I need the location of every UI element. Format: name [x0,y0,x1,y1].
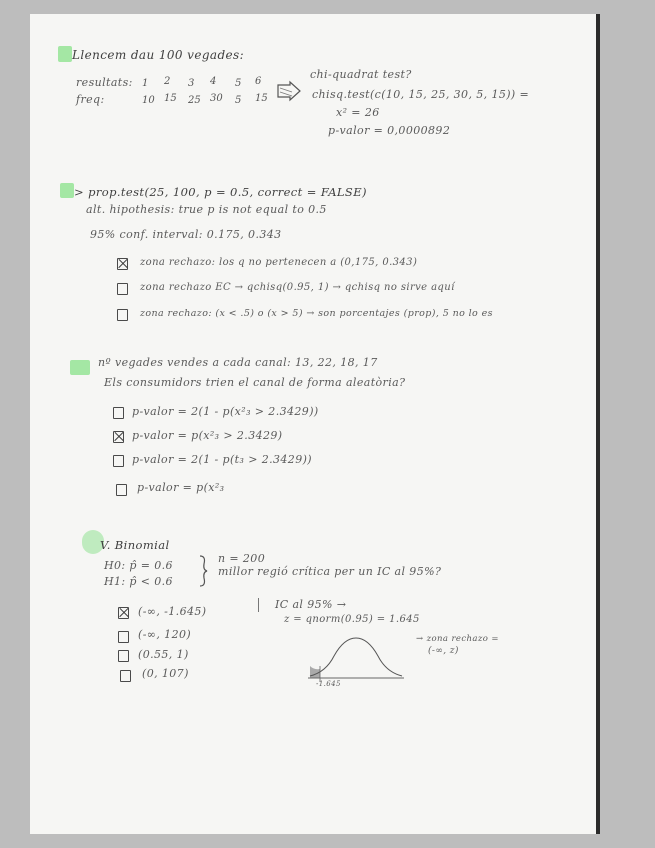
q1-pvalue: p-valor = 0,0000892 [328,124,451,137]
q3-option-2-text: p-valor = p(x²₃ > 2.3429) [132,429,283,442]
resultat-value: 3 [188,78,195,89]
q4-h1: H1: p̂ < 0.6 [104,575,173,588]
q2-ci: 95% conf. interval: 0.175, 0.343 [90,228,282,241]
q2-option-1-text: zona rechazo: los q no pertenecen a (0,175, 0.343) [140,257,418,268]
divider-mark [258,598,259,612]
q4-option-4-checkbox[interactable] [120,670,131,682]
q1-method: chi-quadrat test? [310,68,412,81]
paper-edge [596,14,598,834]
paper-sheet [30,14,598,834]
question-marker-1 [58,46,72,62]
q3-option-4-checkbox[interactable] [116,484,127,496]
resultat-value: 4 [210,76,217,87]
q2-option-1-checkbox[interactable] [117,258,128,270]
q4-title: V. Binomial [100,538,170,552]
q4-question: millor regió crítica per un IC al 95%? [218,565,442,578]
q3-option-4-text: p-valor = p(x²₃ [137,481,225,494]
q4-zona: → zona rechazo = [416,634,499,644]
q4-z: z = qnorm(0.95) = 1.645 [284,614,420,625]
resultat-value: 2 [164,76,171,87]
q4-option-3-checkbox[interactable] [118,650,129,662]
freq-value: 5 [235,95,242,106]
q4-h0: H0: p̂ = 0.6 [104,559,173,572]
q3-line1: nº vegades vendes a cada canal: 13, 22, 18, 17 [98,356,378,369]
q1-freq-label: freq: [76,93,105,106]
q3-option-3-checkbox[interactable] [113,455,124,467]
q4-option-4-text: (0, 107) [142,667,189,680]
q2-option-3-text: zona rechazo: (x < .5) o (x > 5) → son porcentajes (prop), 5 no lo es [140,308,493,319]
freq-value: 15 [164,93,177,104]
q4-zona-val: (-∞, z) [428,646,459,656]
q2-code: > prop.test(25, 100, p = 0.5, correct = FALSE) [74,185,367,199]
freq-value: 15 [255,93,268,104]
q4-option-1-checkbox[interactable] [118,607,129,619]
q4-ic: IC al 95% → [275,598,347,611]
q1-code: chisq.test(c(10, 15, 25, 30, 5, 15)) = [312,88,530,101]
q3-option-1-text: p-valor = 2(1 - p(x²₃ > 2.3429)) [132,405,319,418]
curve-label: -1.645 [316,680,341,688]
q2-alt: alt. hipothesis: true p is not equal to 0.5 [86,203,327,216]
q4-option-1-text: (-∞, -1.645) [138,605,207,618]
q3-option-2-checkbox[interactable] [113,431,124,443]
q4-n: n = 200 [218,552,266,565]
arrow-icon [278,82,300,100]
resultat-value: 5 [235,78,242,89]
resultat-value: 6 [255,76,262,87]
q3-option-1-checkbox[interactable] [113,407,124,419]
freq-value: 25 [188,95,201,106]
q1-resultats-label: resultats: [76,76,133,89]
freq-value: 30 [210,93,223,104]
freq-value: 10 [142,95,155,106]
q1-stat: x² = 26 [336,106,380,119]
q2-option-3-checkbox[interactable] [117,309,128,321]
q2-option-2-checkbox[interactable] [117,283,128,295]
resultat-value: 1 [142,78,149,89]
q2-option-2-text: zona rechazo EC → qchisq(0.95, 1) → qchisq no sirve aquí [140,282,455,293]
q3-option-3-text: p-valor = 2(1 - p(t₃ > 2.3429)) [132,453,312,466]
q4-option-2-text: (-∞, 120) [138,628,192,641]
q4-option-3-text: (0.55, 1) [138,648,189,661]
brace-icon [198,556,208,586]
q3-line2: Els consumidors trien el canal de forma aleatòria? [104,376,406,389]
q1-title: Llencem dau 100 vegades: [72,48,245,62]
question-marker-2 [60,183,74,198]
q4-option-2-checkbox[interactable] [118,631,129,643]
question-marker-3 [70,360,90,375]
